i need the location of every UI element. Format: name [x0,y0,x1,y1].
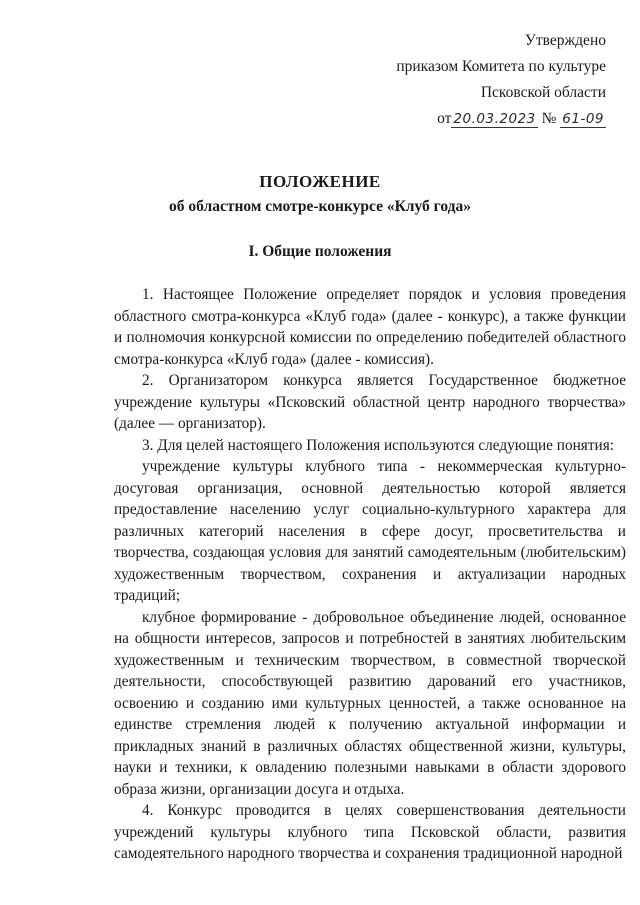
order-line [396,106,606,132]
definition-club-institution: учреждение культуры клубного типа - некоммерческая культурно-досуговая организация, основной деятельностью которой является предоставление населению услуг социально-культурного характера для различных категорий населения в сфере досуг, просветительства и творчества, создающая условия для занятий самодеятельным (любительским) художественным творчеством, сохранения и актуализации народных традиций; [114,458,626,604]
handwritten-date: 20.03.2023 [453,111,536,127]
handwritten-order-number: 61-09 [562,111,604,127]
approval-label: Утверждено [524,32,606,49]
paragraph-4: 4. Конкурс проводится в целях совершенствования деятельности учреждений культуры клубного типа Псковской области, развития самодеятельного народного творчества и сохранения традиционной народной [114,802,626,862]
document-subtitle: об областном смотре-конкурсе «Клуб года» [169,198,471,215]
date-prefix: от [437,110,452,127]
document-body [114,284,626,865]
paragraph-3: 3. Для целей настоящего Положения используются следующие понятия: [142,436,614,454]
document-title: ПОЛОЖЕНИЕ [259,172,381,191]
paragraph-2: 2. Организатором конкурса является Государственное бюджетное учреждение культуры «Псковский областной центр народного творчества» (далее — организатор). [114,372,626,432]
number-prefix: № [541,110,557,127]
approval-issuer: приказом Комитета по культуре [396,58,606,75]
paragraph-1: 1. Настоящее Положение определяет порядок и условия проведения областного смотра-конкурса «Клуб года» (далее - конкурс), а также функции и полномочия конкурсной комиссии по определению победителей областного смотра-конкурса «Клуб года» (далее - комиссия). [114,286,626,368]
definition-club-formation: клубное формирование - добровольное объединение людей, основанное на общности интересов, запросов и потребностей в занятиях любительским художественным и техническим творчеством, в совместной творческой деятельности, способствующей развитию дарований его участников, освоению и созданию ими культурных ценностей, а также основанное на единстве стремления людей к получению актуальной информации и прикладных знаний в различных областях общественной жизни, культуры, науки и техники, к овладению полезными навыками в области здорового образа жизни, организации досуга и отдыха. [114,608,626,798]
approval-region: Псковской области [480,84,606,101]
approval-block [396,28,606,132]
section-heading: I. Общие положения [248,243,392,260]
